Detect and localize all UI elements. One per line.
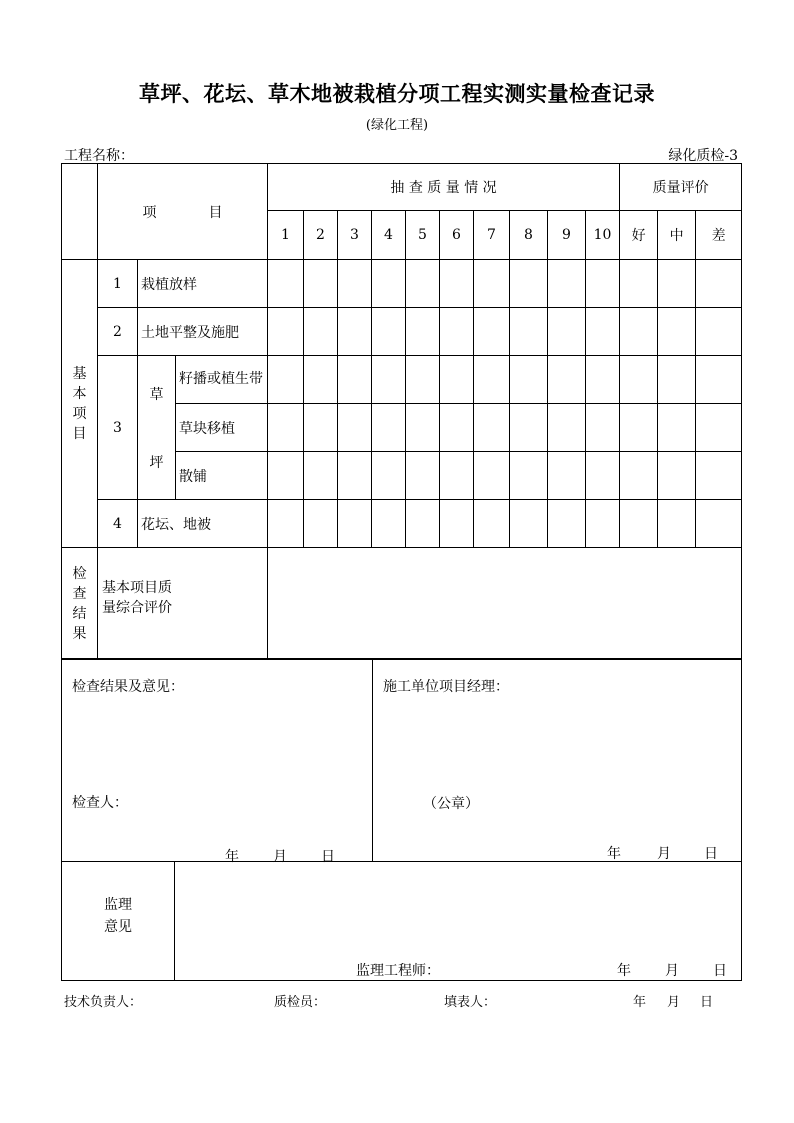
page-subtitle: (绿化工程) [365,118,429,133]
supervision-label: 监理 意见 [62,862,175,981]
inspection-opinion-cell[interactable] [62,659,373,865]
item-number: 3 [98,356,138,500]
rating-cell[interactable] [620,404,658,452]
data-cell[interactable] [268,500,304,548]
opinion-table [61,658,742,865]
rating-cell[interactable] [658,452,696,500]
data-cell[interactable] [586,260,620,308]
item-header-part1: 项 [142,204,157,221]
data-cell[interactable] [372,452,406,500]
data-cell[interactable] [474,308,510,356]
data-cell[interactable] [548,452,586,500]
date-month: 月 [665,963,679,979]
rating-cell[interactable] [696,500,742,548]
data-cell[interactable] [440,404,474,452]
number-header: 1 [268,211,304,260]
data-cell[interactable] [406,260,440,308]
date-day: 日 [700,995,714,1010]
date-year: 年 [617,963,631,979]
data-cell[interactable] [372,356,406,404]
check-result-label: 基本项目质 量综合评价 [98,548,268,660]
data-cell[interactable] [372,404,406,452]
data-cell[interactable] [268,452,304,500]
item-header-part2: 目 [208,204,223,221]
form-code: 绿化质检-3 [668,148,738,164]
data-cell[interactable] [440,260,474,308]
data-cell[interactable] [372,308,406,356]
data-cell[interactable] [474,452,510,500]
data-cell[interactable] [510,356,548,404]
date-day: 日 [321,849,335,865]
project-name-label: 工程名称： [64,148,134,164]
rating-good-header: 好 [620,211,658,260]
data-cell[interactable] [372,500,406,548]
data-cell[interactable] [304,500,338,548]
number-header: 3 [338,211,372,260]
supervision-table [61,861,742,981]
data-cell[interactable] [510,404,548,452]
rating-cell[interactable] [658,356,696,404]
data-cell[interactable] [474,356,510,404]
supervision-opinion-cell[interactable] [175,862,742,981]
date-month: 月 [273,849,287,865]
tech-lead-label: 技术负责人： [64,995,143,1010]
data-cell[interactable] [406,356,440,404]
data-cell[interactable] [406,452,440,500]
inspection-opinion-title: 检查结果及意见： [72,679,184,695]
data-cell[interactable] [586,404,620,452]
grass-label: 草 坪 [138,356,176,500]
data-cell[interactable] [338,260,372,308]
data-cell[interactable] [304,404,338,452]
sub-item-name: 散铺 [176,452,268,500]
number-header: 10 [586,211,620,260]
data-cell[interactable] [548,500,586,548]
data-cell[interactable] [268,404,304,452]
date-month: 月 [667,995,681,1010]
rating-cell[interactable] [620,308,658,356]
rating-cell[interactable] [696,452,742,500]
number-header: 8 [510,211,548,260]
item-name: 栽植放样 [138,260,268,308]
rating-cell[interactable] [658,500,696,548]
data-cell[interactable] [268,356,304,404]
rating-cell[interactable] [658,404,696,452]
rating-cell[interactable] [658,260,696,308]
data-cell[interactable] [338,308,372,356]
date-year: 年 [633,995,647,1010]
data-cell[interactable] [372,260,406,308]
number-header: 9 [548,211,586,260]
data-cell[interactable] [304,308,338,356]
basic-items-group-label: 基 本 项 目 [62,260,98,548]
date-day: 日 [704,846,718,862]
data-cell[interactable] [586,500,620,548]
data-cell[interactable] [474,500,510,548]
data-cell[interactable] [406,308,440,356]
item-header [98,164,268,260]
data-cell[interactable] [338,500,372,548]
data-cell[interactable] [304,452,338,500]
data-cell[interactable] [304,356,338,404]
item-number: 1 [98,260,138,308]
data-cell[interactable] [510,452,548,500]
contractor-manager-cell[interactable] [373,659,742,862]
number-header: 6 [440,211,474,260]
data-cell[interactable] [440,500,474,548]
data-cell[interactable] [548,404,586,452]
rating-cell[interactable] [658,308,696,356]
data-cell[interactable] [268,308,304,356]
contractor-manager-title: 施工单位项目经理： [383,679,509,695]
data-cell[interactable] [338,404,372,452]
sub-item-name: 籽播或植生带 [176,356,268,404]
item-name: 花坛、地被 [138,500,268,548]
qc-label: 质检员： [274,995,327,1010]
date-day: 日 [713,963,727,979]
number-header: 5 [406,211,440,260]
data-cell[interactable] [338,452,372,500]
check-result-field[interactable] [268,548,742,660]
check-result-side-label: 检 查 结 果 [62,548,98,660]
seal-label: （公章） [423,796,479,812]
rating-cell[interactable] [620,356,658,404]
data-cell[interactable] [406,500,440,548]
inspection-table [61,163,742,660]
rating-cell[interactable] [620,500,658,548]
filler-label: 填表人： [444,995,497,1010]
inspector-label: 检查人： [72,795,128,811]
supervision-engineer-label: 监理工程师： [356,963,440,979]
data-cell[interactable] [406,404,440,452]
data-cell[interactable] [510,308,548,356]
data-cell[interactable] [510,260,548,308]
data-cell[interactable] [440,452,474,500]
number-header: 4 [372,211,406,260]
data-cell[interactable] [304,260,338,308]
rating-cell[interactable] [620,260,658,308]
date-month: 月 [657,846,671,862]
header-corner-cell [62,164,98,260]
date-year: 年 [225,849,239,865]
rating-medium-header: 中 [658,211,696,260]
sub-item-name: 草块移植 [176,404,268,452]
data-cell[interactable] [440,308,474,356]
number-header: 7 [474,211,510,260]
page-title: 草坪、花坛、草木地被栽植分项工程实测实量检查记录 [139,81,655,106]
data-cell[interactable] [510,500,548,548]
sampling-header: 抽 查 质 量 情 况 [268,164,620,211]
rating-cell[interactable] [696,308,742,356]
data-cell[interactable] [548,356,586,404]
data-cell[interactable] [586,356,620,404]
data-cell[interactable] [338,356,372,404]
item-number: 2 [98,308,138,356]
data-cell[interactable] [474,260,510,308]
data-cell[interactable] [474,404,510,452]
date-year: 年 [607,846,621,862]
data-cell[interactable] [586,452,620,500]
rating-cell[interactable] [696,356,742,404]
item-number: 4 [98,500,138,548]
data-cell[interactable] [440,356,474,404]
rating-header: 质量评价 [620,164,742,211]
data-cell[interactable] [548,308,586,356]
item-name: 土地平整及施肥 [138,308,268,356]
rating-cell[interactable] [696,260,742,308]
number-header: 2 [304,211,338,260]
data-cell[interactable] [586,308,620,356]
rating-poor-header: 差 [696,211,742,260]
data-cell[interactable] [268,260,304,308]
data-cell[interactable] [548,260,586,308]
rating-cell[interactable] [620,452,658,500]
rating-cell[interactable] [696,404,742,452]
